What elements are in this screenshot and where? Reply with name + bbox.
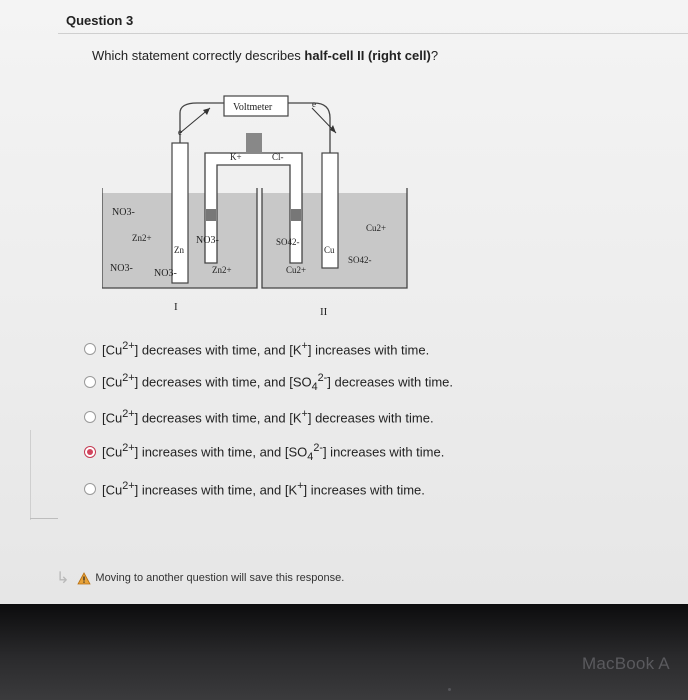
question-title: Question 3 bbox=[66, 13, 134, 28]
question-header bbox=[58, 8, 688, 34]
right-cu-ion-left: Cu2+ bbox=[286, 265, 307, 275]
save-notice-text: Moving to another question will save this response. bbox=[95, 572, 345, 584]
left-no3-bottom: NO3- bbox=[154, 268, 177, 279]
left-no3-bottom-left: NO3- bbox=[110, 263, 133, 274]
salt-bridge-cap bbox=[246, 133, 262, 153]
radio-button[interactable] bbox=[84, 376, 96, 388]
electron-arrowhead-left bbox=[203, 108, 210, 115]
bridge-k-label: K+ bbox=[230, 152, 242, 162]
right-so4-left: SO42- bbox=[276, 237, 300, 247]
left-zn-ion-bottom: Zn2+ bbox=[212, 265, 232, 275]
wire-right bbox=[288, 103, 330, 153]
save-notice bbox=[56, 568, 344, 588]
left-divider bbox=[30, 430, 31, 520]
answer-option-3[interactable] bbox=[84, 408, 434, 425]
bridge-cl-label: Cl- bbox=[272, 152, 284, 162]
zinc-electrode bbox=[172, 143, 188, 283]
copper-electrode-label: Cu bbox=[324, 245, 335, 255]
electron-label-left: e bbox=[178, 127, 182, 137]
radio-button[interactable] bbox=[84, 411, 96, 423]
salt-bridge-plug-left bbox=[206, 209, 216, 221]
option-text: $[Cu^{2+}]$ decreases with time, and [K+] increases with time. bbox=[102, 340, 430, 358]
salt-bridge-plug-right bbox=[291, 209, 301, 221]
answer-option-4[interactable] bbox=[84, 442, 444, 463]
radio-button[interactable] bbox=[84, 343, 96, 355]
answer-option-2[interactable] bbox=[84, 372, 453, 393]
wire-left bbox=[180, 103, 224, 143]
warning-icon bbox=[77, 572, 91, 585]
bezel-dot bbox=[448, 688, 451, 691]
option-text: $[Cu^{2+}]$ increases with time, and [K+] increases with time. bbox=[102, 480, 425, 498]
right-so4-right: SO42- bbox=[348, 255, 372, 265]
left-no3-right: NO3- bbox=[196, 235, 219, 246]
right-cu-ion-right: Cu2+ bbox=[366, 223, 387, 233]
answer-option-5[interactable] bbox=[84, 480, 425, 497]
electron-arrowhead-right bbox=[330, 125, 336, 133]
electron-label-right: e bbox=[312, 99, 316, 109]
option-text: $[Cu^{2+}]$ decreases with time, and $[SO_4^{2-}]$ decreases with time. bbox=[102, 372, 454, 393]
voltmeter-label: Voltmeter bbox=[233, 102, 273, 113]
return-arrow-icon: ↳ bbox=[56, 570, 70, 587]
option-text: $[Cu^{2+}]$ decreases with time, and [K+] decreases with time. bbox=[102, 408, 434, 426]
radio-button[interactable] bbox=[84, 483, 96, 495]
left-zn-ion: Zn2+ bbox=[132, 233, 152, 243]
half-cell-II-label: II bbox=[320, 306, 328, 318]
electrochemical-cell-diagram bbox=[102, 93, 412, 323]
prompt-prefix: Which statement correctly describes bbox=[92, 48, 305, 63]
prompt-suffix: ? bbox=[430, 48, 439, 63]
device-label: MacBook A bbox=[582, 654, 670, 673]
laptop-bezel bbox=[0, 604, 688, 700]
half-cell-I-label: I bbox=[174, 301, 178, 313]
option-text: $[Cu^{2+}]$ increases with time, and $[SO_4^{2-}]$ increases with time. bbox=[102, 442, 445, 463]
question-prompt bbox=[92, 48, 438, 63]
left-gutter-line bbox=[30, 518, 58, 519]
left-no3-top: NO3- bbox=[112, 207, 135, 218]
radio-button-selected[interactable] bbox=[84, 446, 96, 458]
answer-option-1[interactable] bbox=[84, 340, 429, 357]
prompt-bold: half-cell II (right cell) bbox=[304, 48, 431, 63]
zinc-electrode-label: Zn bbox=[174, 245, 184, 255]
